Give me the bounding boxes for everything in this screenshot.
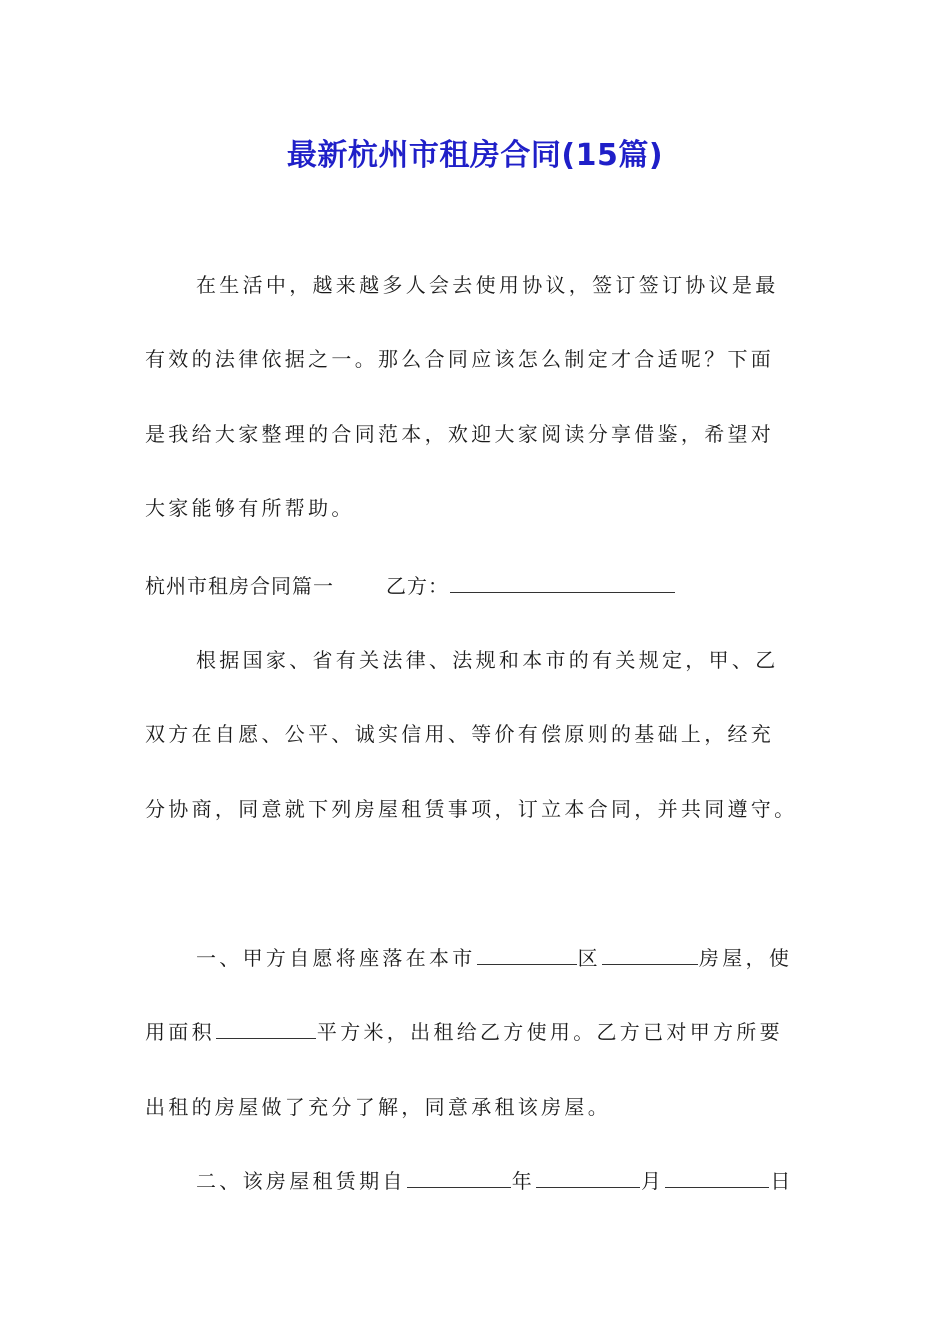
clause-1-text-d: 用面积 xyxy=(145,1020,215,1044)
day-blank xyxy=(665,1169,769,1188)
preamble-line-3: 分协商，同意就下列房屋租赁事项，订立本合同，并共同遵守。 xyxy=(145,797,798,821)
district-blank xyxy=(477,946,577,965)
party-b-blank xyxy=(450,574,675,593)
year-blank xyxy=(407,1169,511,1188)
intro-line-2: 有效的法律依据之一。那么合同应该怎么制定才合适呢？下面 xyxy=(145,347,775,371)
month-blank xyxy=(536,1169,640,1188)
clause-1-text-c: 房屋，使 xyxy=(698,946,793,970)
intro-line-4: 大家能够有所帮助。 xyxy=(145,496,355,520)
clause-1-text-a: 一、甲方自愿将座落在本市 xyxy=(196,946,476,970)
area-blank xyxy=(216,1020,316,1039)
clause-1-line-2 xyxy=(145,1018,783,1046)
clause-2-text-b: 年 xyxy=(511,1169,536,1193)
intro-line-3: 是我给大家整理的合同范本，欢迎大家阅读分享借鉴，希望对 xyxy=(145,422,775,446)
clause-1-line-3: 出租的房屋做了充分了解，同意承租该房屋。 xyxy=(145,1095,611,1119)
clause-2-line-1 xyxy=(196,1167,794,1195)
party-b-label: 乙方： xyxy=(386,574,449,598)
clause-2-text-c: 月 xyxy=(641,1169,665,1193)
document-title: 最新杭州市租房合同(15篇) xyxy=(286,138,664,173)
intro-line-1: 在生活中，越来越多人会去使用协议，签订签订协议是最 xyxy=(196,273,779,297)
clause-1-text-b: 区 xyxy=(577,946,601,970)
clause-2-text-a: 二、该房屋租赁期自 xyxy=(196,1169,406,1193)
house-blank xyxy=(602,946,698,965)
preamble-line-1: 根据国家、省有关法律、法规和本市的有关规定，甲、乙 xyxy=(196,648,779,672)
preamble-line-2: 双方在自愿、公平、诚实信用、等价有偿原则的基础上，经充 xyxy=(145,722,775,746)
clause-1-line-1 xyxy=(196,944,792,972)
section-heading xyxy=(145,572,676,600)
clause-2-text-d: 日 xyxy=(770,1169,794,1193)
section-heading-label: 杭州市租房合同篇一 xyxy=(145,574,334,598)
clause-1-text-e: 平方米，出租给乙方使用。乙方已对甲方所要 xyxy=(316,1020,783,1044)
